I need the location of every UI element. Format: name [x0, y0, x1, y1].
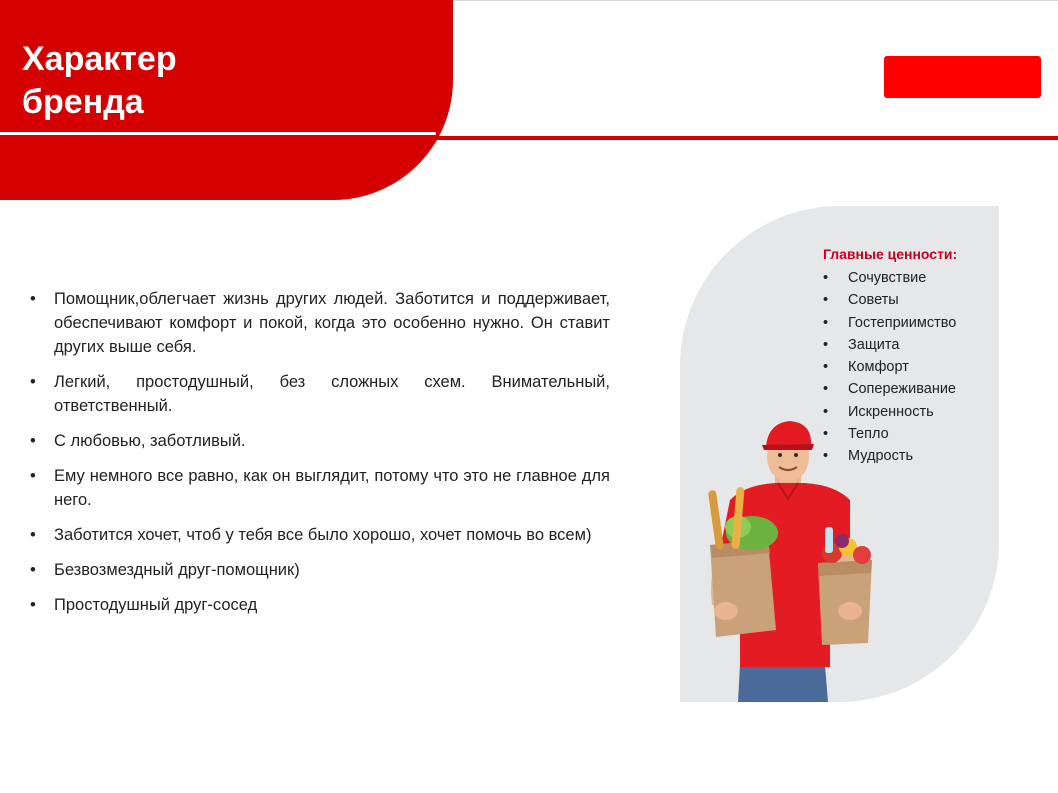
trait-item: • Помощник,облегчает жизнь других людей. Заботится и поддерживает, обеспечивают комфорт и покой, когда это особенно нужно. Он ставит других выше себя.: [30, 287, 610, 359]
values-title: Главные ценности:: [823, 246, 958, 262]
trait-item: • Простодушный друг-сосед: [30, 593, 610, 617]
value-item: • Защита: [823, 334, 956, 356]
trait-item: • Ему немного все равно, как он выглядит, потому что это не главное для него.: [30, 464, 610, 512]
value-item: • Мудрость: [823, 445, 956, 467]
trait-item: • Легкий, простодушный, без сложных схем. Внимательный, ответственный.: [30, 370, 610, 418]
brand-traits-list: [30, 287, 610, 628]
trait-item: • Заботится хочет, чтоб у тебя все было хорошо, хочет помочь во всем): [30, 523, 610, 547]
value-item: • Советы: [823, 289, 956, 311]
brand-logo-placeholder: [884, 56, 1041, 98]
value-item: • Тепло: [823, 423, 956, 445]
header-divider-line: [0, 136, 1058, 140]
value-item: • Сопереживание: [823, 378, 956, 400]
value-item: • Сочувствие: [823, 267, 956, 289]
value-item: • Искренность: [823, 401, 956, 423]
page-title: Характер бренда: [22, 40, 177, 121]
header-divider-accent: [0, 132, 436, 135]
delivery-man-with-grocery-bags-illustration: [690, 415, 890, 702]
trait-item: • С любовью, заботливый.: [30, 429, 610, 453]
value-item: • Комфорт: [823, 356, 956, 378]
trait-item: • Безвозмездный друг-помощник): [30, 558, 610, 582]
value-item: • Гостеприимство: [823, 312, 956, 334]
